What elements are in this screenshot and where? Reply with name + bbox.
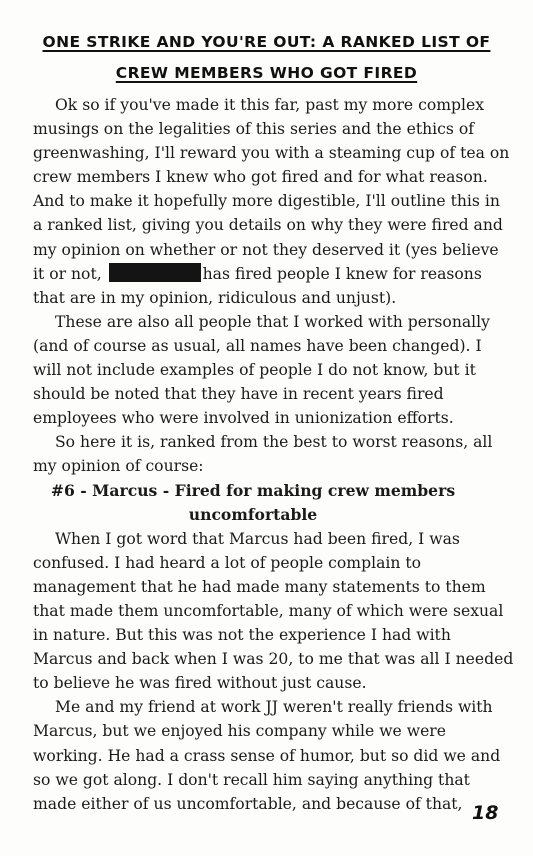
text-line: in nature. But this was not the experience I had with [33,626,451,645]
page-number: 18 [472,802,499,824]
text-line: When I got word that Marcus had been fired, I was [55,529,460,548]
text-line: a ranked list, giving you details on why they were fired and [33,216,503,235]
text-line: Ok so if you've made it this far, past my more complex [55,96,484,114]
text-line: crew members I knew who got fired and for what reason. [33,168,488,187]
text-line: to believe he was fired without just cause. [33,674,367,693]
text-line: So here it is, ranked from the best to worst reasons, all [55,433,493,452]
text-line: Marcus and back when I was 20, to me that was all I needed [33,650,514,669]
chapter-title-line-1: ONE STRIKE AND YOU'RE OUT: A RANKED LIST OF [42,33,491,51]
text-line: musings on the legalities of this series and the ethics of [33,120,474,139]
redaction-bar [109,263,201,282]
text-line: my opinion of course: [33,457,204,476]
text-line: my opinion on whether or not they deserved it (yes believe [33,240,499,259]
section-subheading: #6 - Marcus - Fired for making crew members [50,480,456,500]
text-line: confused. I had heard a lot of people complain to [33,553,422,572]
chapter-title-line-2: CREW MEMBERS WHO GOT FIRED [115,64,418,82]
text-line-with-redaction [33,262,482,286]
text-fragment: has fired people I knew for reasons [202,264,482,283]
section-subheading: uncomfortable [188,504,318,524]
text-line: (and of course as usual, all names have been changed). I [33,336,482,355]
text-line: Me and my friend at work JJ weren't really friends with [55,698,493,717]
text-line: made either of us uncomfortable, and because of that, [33,794,463,813]
text-line: working. He had a crass sense of humor, but so did we and [33,746,501,765]
text-line: that are in my opinion, ridiculous and unjust). [33,288,397,307]
text-line: greenwashing, I'll reward you with a steaming cup of tea on [33,144,510,163]
text-line: so we got along. I don't recall him saying anything that [33,770,470,789]
text-line: employees who were involved in unionization efforts. [33,409,454,428]
text-line: Marcus, but we enjoyed his company while we were [33,722,446,741]
text-line: that made them uncomfortable, many of which were sexual [33,601,504,620]
text-line: should be noted that they have in recent years fired [33,385,444,404]
text-line: management that he had made many statements to them [33,577,486,596]
text-line: will not include examples of people I do not know, but it [33,361,476,380]
text-line: These are also all people that I worked with personally [55,312,490,331]
text-line: And to make it hopefully more digestible, I'll outline this in [33,192,500,211]
text-fragment: it or not, [33,264,102,283]
